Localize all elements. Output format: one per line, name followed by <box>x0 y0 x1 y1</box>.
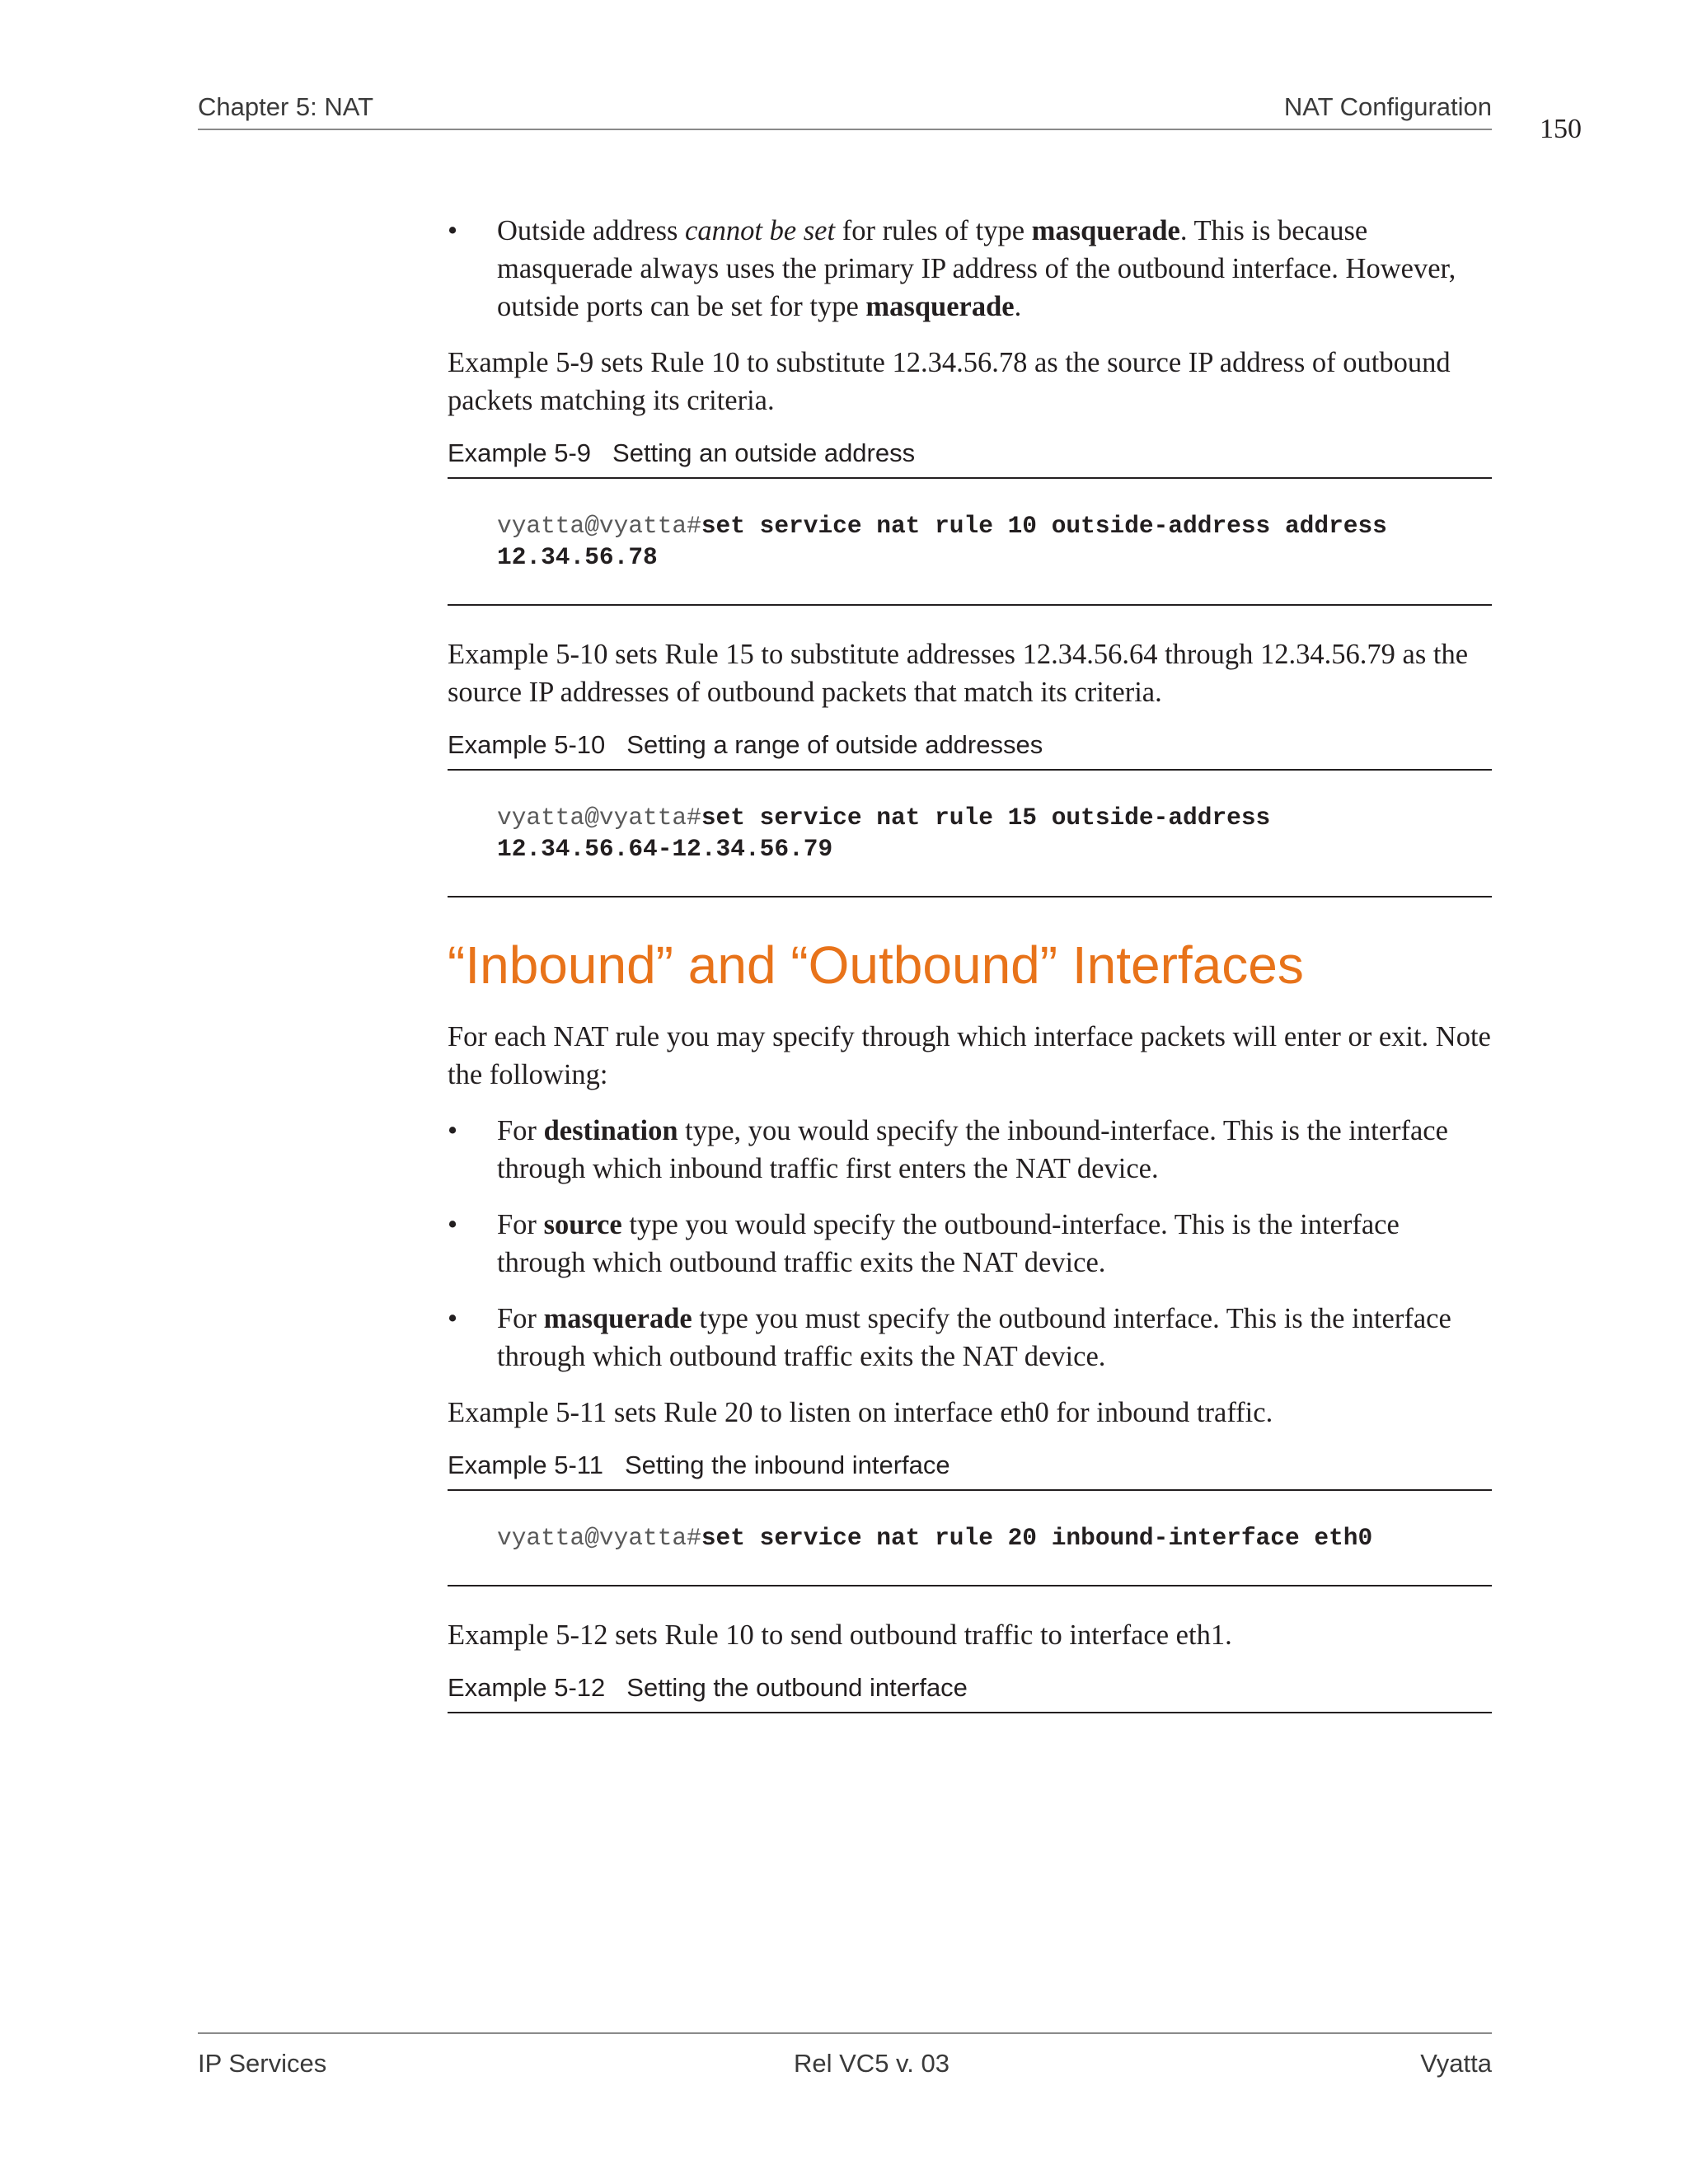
section-heading: “Inbound” and “Outbound” Interfaces <box>448 935 1304 995</box>
text-run: type, you would specify the inbound-interface. This is the interface through which inbound traffic first enters the NAT device. <box>497 1115 1448 1184</box>
bullet-marker: • <box>448 1209 458 1240</box>
cli-command: set service nat rule 20 inbound-interface eth0 <box>701 1524 1373 1552</box>
text-run: . <box>1014 291 1022 322</box>
bullet-marker: • <box>448 1303 458 1334</box>
bold-term: masquerade <box>865 291 1015 322</box>
bullet-destination <box>448 1112 1492 1188</box>
code-block-example-5-11 <box>448 1491 1492 1586</box>
bold-term: destination <box>543 1115 678 1146</box>
cli-command-continued: 12.34.56.78 <box>497 543 658 571</box>
code-block-example-5-10 <box>448 771 1492 898</box>
cli-prompt: vyatta@vyatta# <box>497 1524 701 1552</box>
example-number: Example 5-11 <box>448 1451 603 1479</box>
example-title: Setting the outbound interface <box>626 1673 968 1702</box>
page-body <box>448 212 1492 1713</box>
bullet-marker: • <box>448 215 458 246</box>
running-header-chapter: Chapter 5: NAT <box>198 92 374 121</box>
bold-term: source <box>543 1209 622 1240</box>
bold-term: masquerade <box>1031 215 1180 246</box>
bullet-masquerade-outside-address <box>448 212 1492 326</box>
bullet-marker: • <box>448 1115 458 1146</box>
footer-vendor: Vyatta <box>1420 2049 1492 2078</box>
cli-command: set service nat rule 15 outside-address <box>701 804 1271 832</box>
text-run: for rules of type <box>835 215 1032 246</box>
cli-command-continued: 12.34.56.64-12.34.56.79 <box>497 835 833 863</box>
cli-prompt: vyatta@vyatta# <box>497 804 701 832</box>
code-block-example-5-9 <box>448 479 1492 606</box>
example-title: Setting a range of outside addresses <box>626 730 1043 759</box>
text-run: . This is because masquerade always uses the primary IP address of the outbound interface. However, outside ports can be set for type <box>497 215 1456 322</box>
footer-guide-title: IP Services <box>198 2049 327 2078</box>
bullet-source <box>448 1206 1492 1282</box>
example-5-9-caption <box>448 438 1492 479</box>
text-run: For <box>497 1115 544 1146</box>
cli-prompt: vyatta@vyatta# <box>497 512 701 540</box>
paragraph-interfaces-intro: For each NAT rule you may specify through which interface packets will enter or exit. Note the following: <box>448 1021 1491 1090</box>
example-5-10-caption <box>448 729 1492 771</box>
text-run: For <box>497 1209 544 1240</box>
header-divider <box>198 129 1492 130</box>
paragraph-example-5-11-intro: Example 5-11 sets Rule 20 to listen on interface eth0 for inbound traffic. <box>448 1397 1273 1428</box>
text-run: type you must specify the outbound interface. This is the interface through which outbound traffic exits the NAT device. <box>497 1303 1451 1372</box>
text-run: Outside address <box>497 215 686 246</box>
emphasis-text: cannot be set <box>685 215 836 246</box>
bold-term: masquerade <box>543 1303 692 1334</box>
cli-command: set service nat rule 10 outside-address address <box>701 512 1387 540</box>
text-run: type you would specify the outbound-interface. This is the interface through which outbound traffic exits the NAT device. <box>497 1209 1400 1278</box>
footer-divider <box>198 2032 1492 2034</box>
bullet-masquerade <box>448 1300 1492 1376</box>
example-title: Setting the inbound interface <box>624 1451 950 1479</box>
running-header-section: NAT Configuration <box>1283 92 1492 121</box>
example-5-11-caption <box>448 1450 1492 1491</box>
paragraph-example-5-9-intro: Example 5-9 sets Rule 10 to substitute 12.34.56.78 as the source IP address of outbound packets matching its criteria. <box>448 347 1451 416</box>
text-run: For <box>497 1303 544 1334</box>
page-number: 150 <box>1540 114 1582 144</box>
example-number: Example 5-12 <box>448 1673 606 1702</box>
example-number: Example 5-10 <box>448 730 606 759</box>
paragraph-example-5-12-intro: Example 5-12 sets Rule 10 to send outbound traffic to interface eth1. <box>448 1619 1232 1651</box>
example-5-12-caption <box>448 1672 1492 1713</box>
footer-release: Rel VC5 v. 03 <box>794 2049 950 2078</box>
example-number: Example 5-9 <box>448 438 592 467</box>
paragraph-example-5-10-intro: Example 5-10 sets Rule 15 to substitute addresses 12.34.56.64 through 12.34.56.79 as the source IP addresses of outbound packets that match its criteria. <box>448 639 1469 708</box>
example-title: Setting an outside address <box>612 438 916 467</box>
